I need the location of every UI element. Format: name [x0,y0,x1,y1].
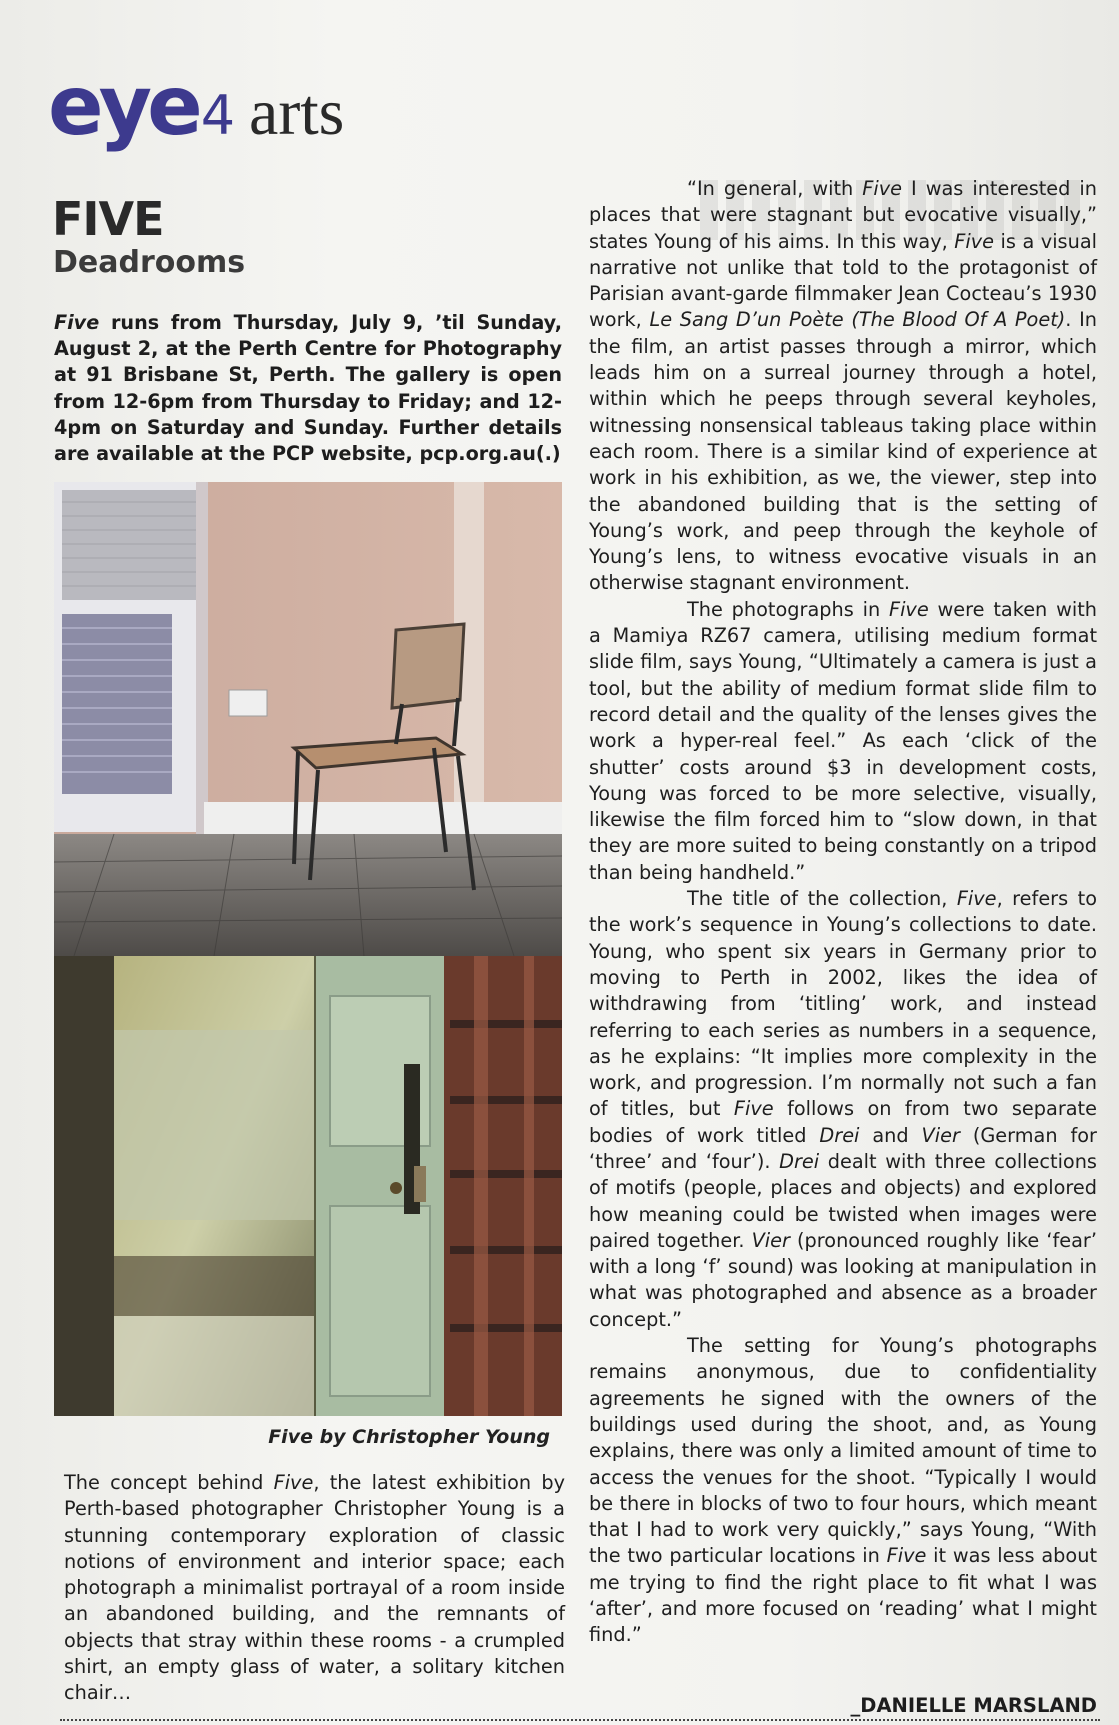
article-subtitle: Deadrooms [53,245,246,280]
article-paragraph [589,176,1097,597]
text-span: The title of the collection, [687,887,957,911]
article-paragraph [589,886,1097,1333]
text-span: “In general, with [687,177,863,200]
door-photograph [54,956,562,1416]
text-span: The setting for Young’s photographs remains anonymous, due to confidentiality agreements he signed with the owners of the buildings used during the shoot, and, as Young explains, there was only a limited amount of time to access the venues for the shoot. “Typically I would be there in blocks of two to four hours, which meant that I had to work very quickly,” says Young, “With the two particular locations in [589,1334,1097,1568]
author-byline: _DANIELLE MARSLAND [850,1694,1097,1717]
door-photo-image [54,956,562,1416]
chair-photo-image [54,482,562,956]
italic-title-span: Five [733,1097,774,1121]
article-paragraph [589,597,1097,886]
italic-title-span: Vier [751,1228,790,1252]
left-column-body [64,1470,565,1707]
chair-photograph [54,482,562,956]
text-span: (pronounced roughly like ‘fear’ with a long ‘f’ sound) was looking at manipulation in what was photographed and absence as a broader concept.” [589,1228,1097,1331]
details-italic-lead: Five [54,311,100,334]
text-span: The photographs in [687,597,889,621]
text-span: is a visual narrative not unlike that told to the protagonist of Parisian avant-garde filmmaker Jean Cocteau’s 1930 work, [589,229,1097,332]
italic-title-span: Five [956,887,997,911]
text-span: The concept behind [64,1471,274,1494]
text-span: and [859,1123,922,1147]
italic-title-span: Five [862,177,902,200]
article-paragraph [589,1333,1097,1649]
event-details [54,310,562,467]
text-span: , the latest exhibition by Perth-based photographer Christopher Young is a stunning contemporary exploration of classic notions of environment and interior space; each photograph a minimalist portrayal of a room inside an abandoned building, and the remnants of objects that stray within these rooms - a crumpled shirt, an empty glass of water, a solitary kitchen chair… [64,1471,565,1705]
italic-title-span: Vier [921,1123,960,1147]
text-span: it was less about me trying to find the right place to fit what I was ‘after’, and more focused on ‘reading’ what I might find.” [589,1544,1097,1647]
text-span: follows on from two separate bodies of work titled [589,1097,1097,1147]
text-span: (German for ‘three’ and ‘four’). [589,1123,1097,1173]
italic-title-span: Five [888,597,929,621]
italic-title-span: Drei [819,1123,860,1147]
photo-caption: Five by Christopher Young [268,1426,550,1448]
dotted-divider [60,1719,1100,1721]
text-span: . In the film, an artist passes through a mirror, which leads him on a surreal journey through a hotel, within which he peeps through several keyholes, witnessing nonsensical tableaus taking place within each room. There is a similar kind of experience at work in his exhibition, as we, the viewer, step into the abandoned building that is the setting of Young’s work, and peep through the keyhole of Young’s lens, to witness evocative visuals in an otherwise stagnant environment. [589,308,1097,595]
logo-number: 4 [200,84,236,147]
section-masthead [48,59,345,156]
right-column-body [589,176,1097,1649]
italic-title-span: Drei [779,1149,820,1173]
section-name: arts [249,76,345,149]
logo-eye-text: eye [48,59,198,154]
text-span: I was interested in places that were stagnant but evocative visually,” states Young of his aims. In this way, [589,177,1097,253]
text-span: , refers to the work’s sequence in Young’s collections to date. Young, who spent six years in Germany prior to moving to Perth in 2002, likes the idea of withdrawing from ‘titling’ work, and instead referring to each series as numbers in a sequence, as he explains: “It implies more complexity in the work, and progression. I’m normally not such a fan of titles, but [589,887,1097,1121]
italic-title-span: Five [273,1471,314,1494]
details-text: runs from Thursday, July 9, ’til Sunday, August 2, at the Perth Centre for Photography at 91 Brisbane St, Perth. The gallery is open from 12-6pm from Thursday to Friday; and 12-4pm on Saturday and Sunday. Further details are available at the PCP website, pcp.org.au(.) [54,311,562,466]
article-title: FIVE [52,192,164,246]
italic-title-span: Five [954,229,995,253]
text-span: were taken with a Mamiya RZ67 camera, utilising medium format slide film, says Young, “Ultimately a camera is just a tool, but the ability of medium format slide film to record detail and the quality of the lenses gives the work a hyper-real feel.” As each ‘click of the shutter’ costs around $3 in development costs, Young was forced to be more selective, visually, likewise the film forced him to “slow down, in that they are more suited to being constantly on a tripod than being handheld.” [589,597,1097,884]
italic-title-span: Le Sang D’un Poète (The Blood Of A Poet) [649,308,1066,332]
text-span: dealt with three collections of motifs (people, places and objects) and explored how meaning could be twisted when images were paired together. [589,1149,1097,1252]
italic-title-span: Five [886,1544,927,1568]
